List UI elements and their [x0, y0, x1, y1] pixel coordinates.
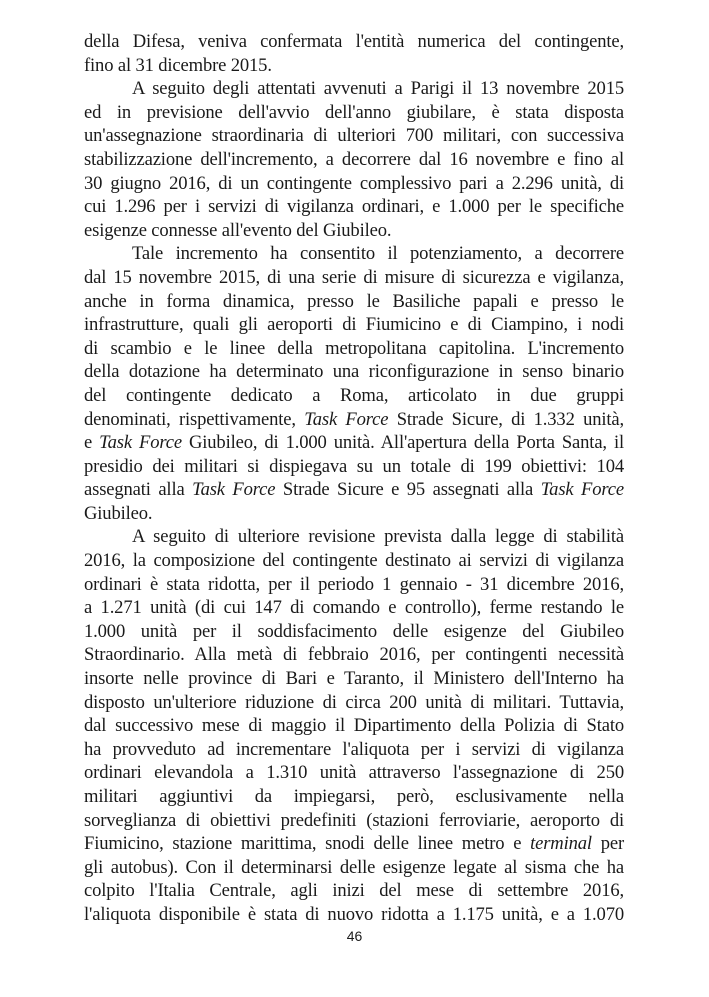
text-line: stabilizzazione dell'incremento, a decorrere dal 16 novembre e fino al	[84, 148, 624, 170]
text-line: fino al 31 dicembre 2015.	[84, 54, 272, 76]
page-number: 46	[346, 928, 363, 944]
paragraph	[84, 30, 624, 77]
text-line: 1.000 unità per il soddisfacimento delle esigenze del Giubileo	[84, 620, 624, 642]
text-line: della Difesa, veniva confermata l'entità numerica del contingente,	[84, 31, 624, 52]
text-line: ed in previsione dell'avvio dell'anno giubilare, è stata disposta	[84, 101, 624, 123]
text-line: Fiumicino, stazione marittima, snodi delle linee metro e terminal per	[84, 833, 624, 855]
text-line: della dotazione ha determinato una riconfigurazione in senso binario	[84, 361, 624, 383]
text-line: anche in forma dinamica, presso le Basiliche papali e presso le	[84, 290, 624, 312]
text-line: A seguito degli attentati avvenuti a Parigi il 13 novembre 2015	[132, 78, 624, 100]
text-line: ordinari elevandola a 1.310 unità attraverso l'assegnazione di 250	[84, 762, 624, 784]
text-line: dal successivo mese di maggio il Dipartimento della Polizia di Stato	[84, 715, 624, 737]
text-line: Tale incremento ha consentito il potenziamento, a decorrere	[132, 243, 624, 265]
text-line: dal 15 novembre 2015, di una serie di misure di sicurezza e vigilanza,	[84, 266, 624, 288]
document-body	[84, 30, 624, 927]
text-line: cui 1.296 per i servizi di vigilanza ordinari, e 1.000 per le specifiche	[84, 196, 624, 218]
text-line: 2016, la composizione del contingente destinato ai servizi di vigilanza	[84, 550, 624, 572]
text-line: esigenze connesse all'evento del Giubileo.	[84, 219, 392, 241]
text-line: colpito l'Italia Centrale, agli inizi del mese di settembre 2016,	[84, 880, 624, 902]
text-line: presidio dei militari si dispiegava su un totale di 199 obiettivi: 104	[84, 455, 624, 477]
text-line: gli autobus). Con il determinarsi delle esigenze legate al sisma che ha	[84, 856, 624, 878]
text-line: del contingente dedicato a Roma, articolato in due gruppi	[84, 384, 624, 406]
paragraph	[84, 525, 624, 926]
text-line: sorveglianza di obiettivi predefiniti (stazioni ferroviarie, aeroporto di	[84, 809, 624, 831]
text-line: militari aggiuntivi da impiegarsi, però, esclusivamente nella	[84, 786, 624, 807]
text-line: assegnati alla Task Force Strade Sicure e 95 assegnati alla Task Force	[84, 479, 624, 501]
text-line: disposto un'ulteriore riduzione di circa 200 unità di militari. Tuttavia,	[84, 691, 624, 713]
text-line: un'assegnazione straordinaria di ulteriori 700 militari, con successiva	[84, 125, 624, 147]
text-line: ha provveduto ad incrementare l'aliquota per i servizi di vigilanza	[84, 738, 624, 760]
text-line: 30 giugno 2016, di un contingente complessivo pari a 2.296 unità, di	[84, 172, 624, 194]
text-line: e Task Force Giubileo, di 1.000 unità. All'apertura della Porta Santa, il	[84, 432, 624, 454]
text-line: insorte nelle province di Bari e Taranto, il Ministero dell'Interno ha	[84, 668, 624, 690]
text-line: a 1.271 unità (di cui 147 di comando e controllo), ferme restando le	[84, 597, 624, 619]
text-line: denominati, rispettivamente, Task Force Strade Sicure, di 1.332 unità,	[84, 408, 625, 430]
text-line: infrastrutture, quali gli aeroporti di Fiumicino e di Ciampino, i nodi	[84, 314, 624, 336]
text-line: l'aliquota disponibile è stata di nuovo ridotta a 1.175 unità, e a 1.070	[84, 903, 624, 925]
text-line: Giubileo.	[84, 502, 153, 524]
text-line: di scambio e le linee della metropolitana capitolina. L'incremento	[84, 337, 624, 359]
text-line: Straordinario. Alla metà di febbraio 2016, per contingenti necessità	[84, 644, 624, 666]
text-line: ordinari è stata ridotta, per il periodo 1 gennaio - 31 dicembre 2016,	[84, 573, 624, 595]
text-line: A seguito di ulteriore revisione prevista dalla legge di stabilità	[132, 526, 624, 548]
paragraph	[84, 77, 624, 242]
paragraph	[84, 242, 624, 525]
